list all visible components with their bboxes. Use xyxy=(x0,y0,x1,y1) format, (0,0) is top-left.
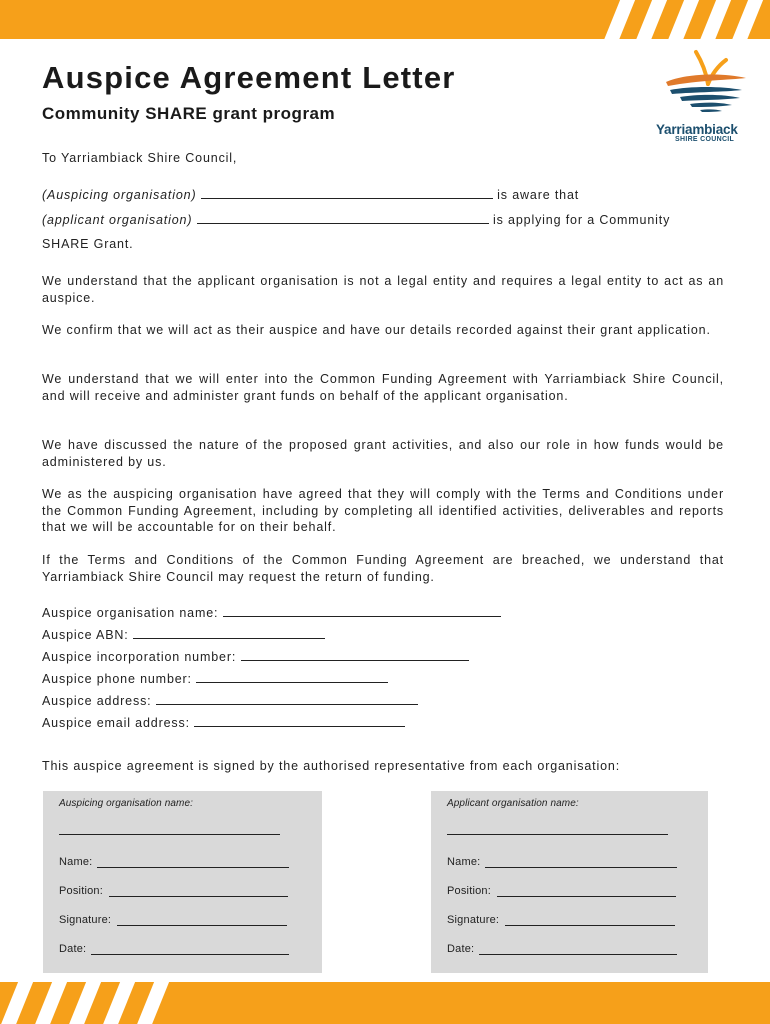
auspice-incorporation-field[interactable] xyxy=(241,648,469,661)
banner-stripe xyxy=(692,0,735,39)
page-subtitle: Community SHARE grant program xyxy=(42,104,336,123)
applicant-label: (applicant organisation) xyxy=(42,213,193,227)
applicant-org-name-label: Applicant organisation name: xyxy=(447,798,579,809)
banner-stripe xyxy=(596,0,639,39)
auspice-name-row xyxy=(42,604,501,622)
banner-stripe xyxy=(628,0,671,39)
auspicing-signature-panel xyxy=(43,791,322,973)
banner-stripe xyxy=(28,982,71,1024)
position-label: Position: xyxy=(59,885,103,897)
paragraph: If the Terms and Conditions of the Common Funding Agreement are breached, we understand that Yarriambiack Shire Council may request the return of funding. xyxy=(42,553,724,584)
auspice-phone-label: Auspice phone number: xyxy=(42,672,192,686)
auspice-name-label: Auspice organisation name: xyxy=(42,606,219,620)
auspicing-org-name-label: Auspicing organisation name: xyxy=(59,798,193,809)
auspicing-position-field[interactable] xyxy=(109,896,288,897)
applicant-position-field[interactable] xyxy=(497,896,676,897)
date-label: Date: xyxy=(447,943,475,955)
paragraph: We as the auspicing organisation have agreed that they will comply with the Terms and Conditions under the Common Funding Agreement, including by completing all identified activities, deliverables and reports that we will be accountable for on their behalf. xyxy=(42,487,724,534)
auspicing-line xyxy=(42,186,579,204)
applicant-date-field[interactable] xyxy=(479,954,677,955)
applicant-org-name-field[interactable] xyxy=(447,834,668,835)
signature-label: Signature: xyxy=(59,914,112,926)
auspicing-signature-field[interactable] xyxy=(117,925,287,926)
applying-text: is applying for a Community xyxy=(493,213,671,227)
paragraph: We understand that the applicant organisation is not a legal entity and requires a legal entity to act as an auspice. xyxy=(42,274,724,305)
auspice-abn-row xyxy=(42,626,325,644)
auspice-name-field[interactable] xyxy=(223,604,501,617)
applicant-signature-field[interactable] xyxy=(505,925,675,926)
auspice-phone-row xyxy=(42,670,388,688)
auspicing-org-field[interactable] xyxy=(201,186,493,199)
banner-stripe xyxy=(724,0,767,39)
auspice-email-field[interactable] xyxy=(194,714,405,727)
logo-wordmark: Yarriambiack xyxy=(656,122,738,137)
auspice-incorporation-label: Auspice incorporation number: xyxy=(42,650,237,664)
name-label: Name: xyxy=(59,856,93,868)
applicant-name-field[interactable] xyxy=(485,867,677,868)
paragraph: We have discussed the nature of the proposed grant activities, and also our role in how funds would be administered by us. xyxy=(42,438,724,469)
applicant-org-field[interactable] xyxy=(197,211,489,224)
salutation: To Yarriambiack Shire Council, xyxy=(42,151,238,165)
banner-stripe xyxy=(660,0,703,39)
auspice-email-label: Auspice email address: xyxy=(42,716,190,730)
applicant-line xyxy=(42,211,670,229)
auspice-phone-field[interactable] xyxy=(196,670,388,683)
banner-stripe xyxy=(96,982,139,1024)
auspice-address-field[interactable] xyxy=(156,692,418,705)
position-label: Position: xyxy=(447,885,491,897)
top-banner xyxy=(0,0,770,39)
signed-statement: This auspice agreement is signed by the authorised representative from each organisation: xyxy=(42,759,621,773)
paragraph: We understand that we will enter into the Common Funding Agreement with Yarriambiack Shire Council, and will receive and administer grant funds on behalf of the applicant organisation. xyxy=(42,372,724,403)
applicant-signature-panel xyxy=(431,791,708,973)
auspice-address-label: Auspice address: xyxy=(42,694,152,708)
banner-stripe xyxy=(0,982,37,1024)
logo-subtitle: SHIRE COUNCIL xyxy=(675,136,735,143)
bottom-banner xyxy=(0,982,770,1024)
page-title: Auspice Agreement Letter xyxy=(42,60,456,95)
banner-stripe xyxy=(130,982,173,1024)
signature-label: Signature: xyxy=(447,914,500,926)
auspicing-org-name-field[interactable] xyxy=(59,834,280,835)
auspicing-date-field[interactable] xyxy=(91,954,289,955)
auspicing-label: (Auspicing organisation) xyxy=(42,188,197,202)
auspice-abn-field[interactable] xyxy=(133,626,325,639)
auspicing-name-field[interactable] xyxy=(97,867,289,868)
paragraph: We confirm that we will act as their auspice and have our details recorded against their grant application. xyxy=(42,323,711,337)
share-grant-text: SHARE Grant. xyxy=(42,237,134,251)
auspice-abn-label: Auspice ABN: xyxy=(42,628,129,642)
date-label: Date: xyxy=(59,943,87,955)
banner-stripe xyxy=(62,982,105,1024)
name-label: Name: xyxy=(447,856,481,868)
auspice-address-row xyxy=(42,692,418,710)
auspice-incorporation-row xyxy=(42,648,469,666)
auspice-email-row xyxy=(42,714,405,732)
aware-text: is aware that xyxy=(497,188,580,202)
